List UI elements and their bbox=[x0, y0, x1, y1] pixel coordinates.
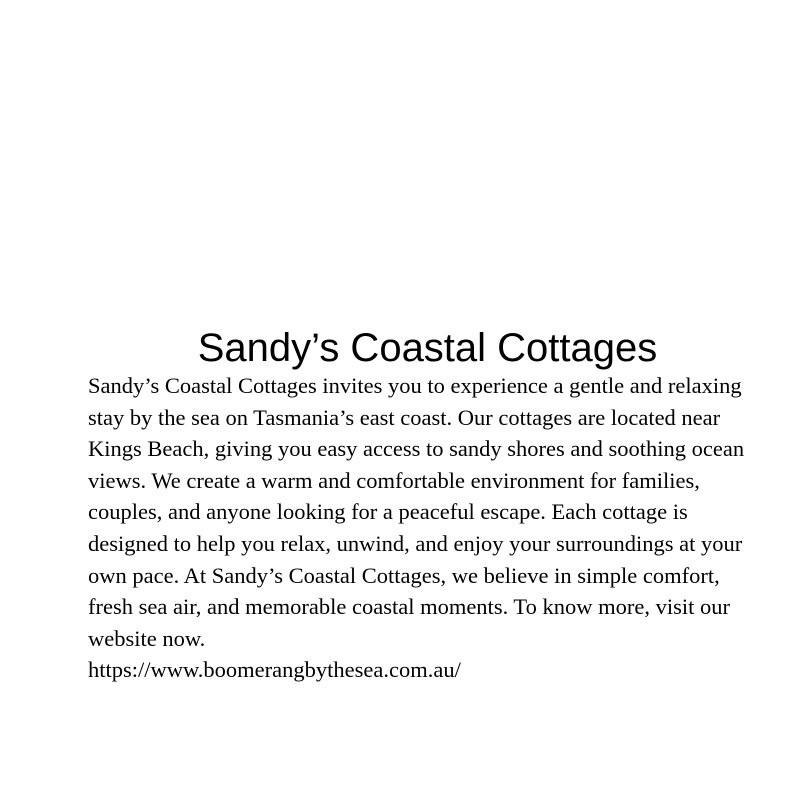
article bbox=[88, 324, 764, 686]
description-paragraph bbox=[88, 370, 764, 686]
page-title: Sandy’s Coastal Cottages bbox=[197, 326, 658, 370]
description-text: Sandy’s Coastal Cottages invites you to experience a gentle and relaxing stay by the sea on Tasmania’s east coast. Our cottages are located near Kings Beach, giving you easy access to sandy shores and soothing ocean views. We create a warm and comfortable environment for families, couples, and anyone looking for a peaceful escape. Each cottage is designed to help you relax, unwind, and enjoy your surroundings at your own pace. At Sandy’s Coastal Cottages, we believe in simple comfort, fresh sea air, and memorable coastal moments. To know more, visit our website now. bbox=[88, 373, 745, 651]
website-link[interactable]: https://www.boomerangbythesea.com.au/ bbox=[88, 657, 461, 683]
